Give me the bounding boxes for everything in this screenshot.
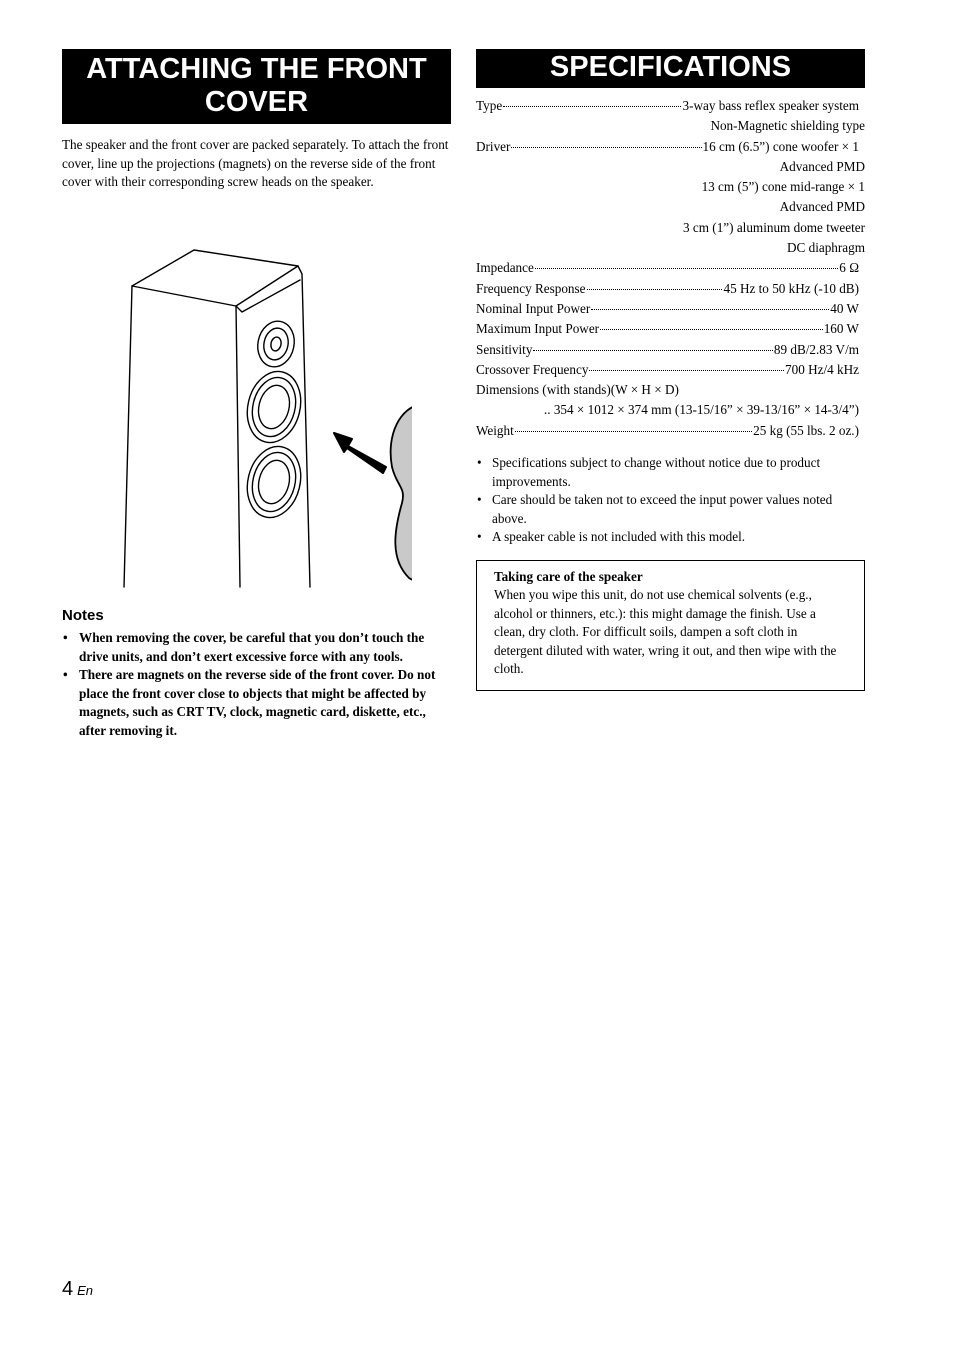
note-item: • When removing the cover, be careful that you don’t touch the drive units, and don’t exert excessive force with any tools.	[62, 629, 451, 666]
spec-row-driver	[476, 137, 865, 157]
spec-value: 25 kg (55 lbs. 2 oz.)	[753, 422, 859, 438]
left-column	[62, 49, 451, 738]
spec-note-item: • Care should be taken not to exceed the input power values noted above.	[476, 491, 865, 528]
leader-dots	[511, 147, 701, 148]
specification-notes	[476, 454, 865, 547]
spec-row-nominal-input-power	[476, 299, 865, 319]
spec-continuation: Advanced PMD	[779, 158, 865, 174]
spec-row-maximum-input-power	[476, 319, 865, 339]
leader-dots	[533, 350, 772, 351]
spec-dimensions-label: Dimensions (with stands)(W × H × D)	[476, 382, 679, 398]
speaker-cover-illustration	[112, 244, 412, 589]
care-body: When you wipe this unit, do not use chemical solvents (e.g., alcohol or thinners, etc.): this might damage the finish. Use a clean, dry cloth. For difficult soils, dampen a soft cloth in detergent diluted with water, wring it out, and then wipe with the cloth.	[494, 587, 837, 677]
spec-note-item: • Specifications subject to change without notice due to product improvements.	[476, 454, 865, 491]
page-language: En	[77, 1283, 94, 1298]
spec-row-sensitivity	[476, 340, 865, 360]
spec-label: Nominal Input Power	[476, 300, 591, 316]
care-box	[476, 560, 865, 691]
leader-dots	[515, 431, 752, 432]
front-cover-piece	[391, 404, 412, 582]
right-column	[476, 49, 865, 691]
spec-continuation: Non-Magnetic shielding type	[710, 118, 865, 134]
attaching-front-cover-title: ATTACHING THE FRONT COVER	[62, 49, 451, 124]
spec-label: Type	[476, 98, 503, 113]
spec-dimensions-value: .. 354 × 1012 × 374 mm (13-15/16” × 39-13/16” × 14-3/4”)	[543, 402, 859, 418]
spec-label: Maximum Input Power	[476, 321, 600, 337]
leader-dots	[600, 329, 823, 330]
spec-row-weight	[476, 421, 865, 441]
leader-dots	[591, 309, 829, 310]
notes-heading: Notes	[62, 607, 104, 624]
spec-label: Weight	[476, 422, 514, 438]
spec-continuation: Advanced PMD	[779, 199, 865, 215]
spec-continuation: DC diaphragm	[786, 240, 865, 256]
spec-label: Impedance	[476, 260, 534, 276]
attaching-intro-text: The speaker and the front cover are packed separately. To attach the front cover, line up the projections (magnets) on the reverse side of the front cover with their corresponding screw heads on the speaker.	[62, 137, 449, 189]
spec-label: Frequency Response	[476, 280, 586, 296]
tweeter-outline	[254, 318, 299, 370]
spec-value: 45 Hz to 50 kHz (-10 dB)	[723, 280, 859, 296]
spec-row-crossover-frequency	[476, 360, 865, 380]
speaker-cabinet-outline	[124, 250, 310, 587]
leader-dots	[587, 289, 723, 290]
page-footer	[62, 1278, 93, 1301]
specifications-title: SPECIFICATIONS	[476, 49, 865, 88]
leader-dots	[535, 268, 838, 269]
spec-row-frequency-response	[476, 279, 865, 299]
leader-dots	[589, 370, 784, 371]
spec-note-item: • A speaker cable is not included with this model.	[476, 528, 865, 547]
spec-label: Crossover Frequency	[476, 361, 589, 377]
spec-row-impedance	[476, 258, 865, 278]
note-item: • There are magnets on the reverse side of the front cover. Do not place the front cover close to objects that might be affected by magnets, such as CRT TV, clock, magnetic card, diskette, etc., after removing it.	[62, 666, 451, 740]
spec-row-type	[476, 96, 865, 116]
page-number: 4	[62, 1278, 74, 1300]
spec-continuation: 3 cm (1”) aluminum dome tweeter	[683, 219, 865, 235]
spec-continuation: 13 cm (5”) cone mid-range × 1	[701, 179, 865, 195]
spec-value: 16 cm (6.5”) cone woofer × 1	[702, 138, 859, 154]
attach-direction-arrow	[334, 433, 386, 473]
care-title: Taking care of the speaker	[494, 568, 643, 584]
spec-value: 160 W	[823, 321, 859, 337]
spec-label: Sensitivity	[476, 341, 533, 357]
spec-value: 89 dB/2.83 V/m	[773, 341, 859, 357]
spec-label: Driver	[476, 138, 511, 154]
spec-value: 6 Ω	[839, 260, 859, 276]
notes-list	[62, 629, 451, 740]
leader-dots	[503, 106, 681, 107]
spec-value: 40 W	[830, 300, 859, 316]
spec-value: 700 Hz/4 kHz	[785, 361, 859, 377]
spec-value: 3-way bass reflex speaker system	[682, 98, 859, 113]
specifications-table	[476, 96, 865, 441]
